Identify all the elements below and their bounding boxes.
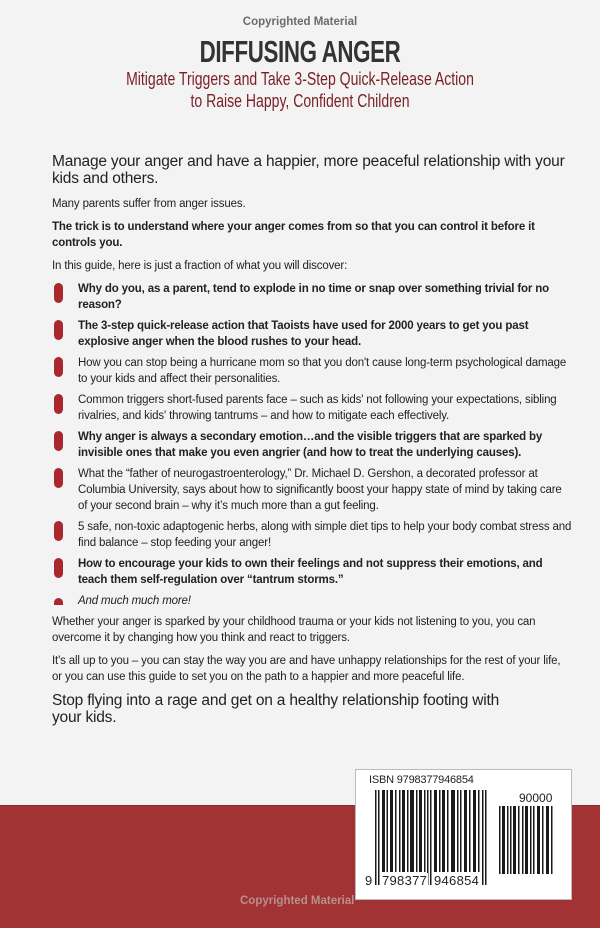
book-title: DIFFUSING ANGER <box>199 34 401 69</box>
list-item-text: Why do you, as a parent, tend to explode in no time or snap over something trivial for no reason? <box>78 283 549 311</box>
barcode-digit-first: 9 <box>365 873 373 888</box>
list-item <box>52 392 572 424</box>
isbn-barcode <box>355 769 572 900</box>
bullet-pill-icon <box>54 320 63 340</box>
list-item-text: How to encourage your kids to own their feelings and not suppress their emotions, and teach them self-regulation over “tantrum storms.” <box>78 558 543 586</box>
barcode-digit-group-2: 946854 <box>434 873 480 888</box>
book-subtitle <box>66 68 534 112</box>
subtitle-line-1: Mitigate Triggers and Take 3-Step Quick-Release Action <box>126 69 474 89</box>
benefit-list <box>52 281 572 609</box>
list-item <box>52 519 572 551</box>
list-item-text: 5 safe, non-toxic adaptogenic herbs, along with simple diet tips to help your body combat stress and find balance – stop feeding your anger! <box>78 521 572 549</box>
paragraph-5: It's all up to you – you can stay the way you are and have unhappy relationships for the rest of your life, or you can use this guide to set you on the path to a happier and more peaceful life. <box>52 655 561 683</box>
list-item-text: What the “father of neurogastroenterology,” Dr. Michael D. Gershon, a decorated professor at Columbia University, says about how to significantly boost your happy state of mind by taking care of your second brain – why it’s much more than a gut feeling. <box>78 468 562 512</box>
bullet-dome-icon <box>54 598 63 605</box>
copyright-notice-top: Copyrighted Material <box>242 16 358 28</box>
barcode-addon-bars-icon <box>499 806 555 874</box>
blurb-content <box>52 153 572 735</box>
list-item <box>52 281 572 313</box>
list-item-text: How you can stop being a hurricane mom so that you don't cause long-term psychological damage to your kids and affect their personalities. <box>78 357 567 385</box>
list-item <box>52 556 572 588</box>
bullet-pill-icon <box>54 431 63 451</box>
list-item-text: And much much more! <box>78 595 191 607</box>
list-item <box>52 318 572 350</box>
lead-paragraph: Manage your anger and have a happier, more peaceful relationship with your kids and others. <box>52 153 565 187</box>
bullet-pill-icon <box>54 394 63 414</box>
list-item <box>52 355 572 387</box>
paragraph-4: Whether your anger is sparked by your childhood trauma or your kids not listening to you, you can overcome it by changing how you think and react to triggers. <box>52 616 536 644</box>
paragraph-3: In this guide, here is just a fraction of what you will discover: <box>52 260 348 272</box>
list-item <box>52 429 572 461</box>
bullet-pill-icon <box>54 558 63 578</box>
subtitle-line-2: to Raise Happy, Confident Children <box>190 91 410 111</box>
list-item <box>52 466 572 514</box>
closing-paragraph: Stop flying into a rage and get on a healthy relationship footing with your kids. <box>52 692 500 726</box>
bullet-pill-icon <box>54 468 63 488</box>
bullet-pill-icon <box>54 357 63 377</box>
barcode-digit-group-1: 798377 <box>382 873 428 888</box>
list-item-text: The 3-step quick-release action that Taoists have used for 2000 years to get you past explosive anger when the blood rushes to your head. <box>78 320 529 348</box>
paragraph-1: Many parents suffer from anger issues. <box>52 198 246 210</box>
paragraph-2: The trick is to understand where your anger comes from so that you can control it before it controls you. <box>52 221 535 249</box>
list-item <box>52 593 572 609</box>
isbn-label: ISBN 9798377946854 <box>369 774 474 786</box>
bullet-pill-icon <box>54 283 63 303</box>
copyright-notice-bottom: Copyrighted Material <box>240 895 355 907</box>
price-addon-label: 90000 <box>519 791 553 805</box>
barcode-main-bars-icon <box>375 790 488 885</box>
list-item-text: Why anger is always a secondary emotion…and the visible triggers that are sparked by invisible ones that make you even angrier (and how to treat the underlying causes). <box>78 431 543 459</box>
list-item-text: Common triggers short-fused parents face – such as kids' not following your expectations, sibling rivalries, and kids' throwing tantrums – and how to mitigate each effectively. <box>78 394 557 422</box>
bullet-pill-icon <box>54 521 63 541</box>
